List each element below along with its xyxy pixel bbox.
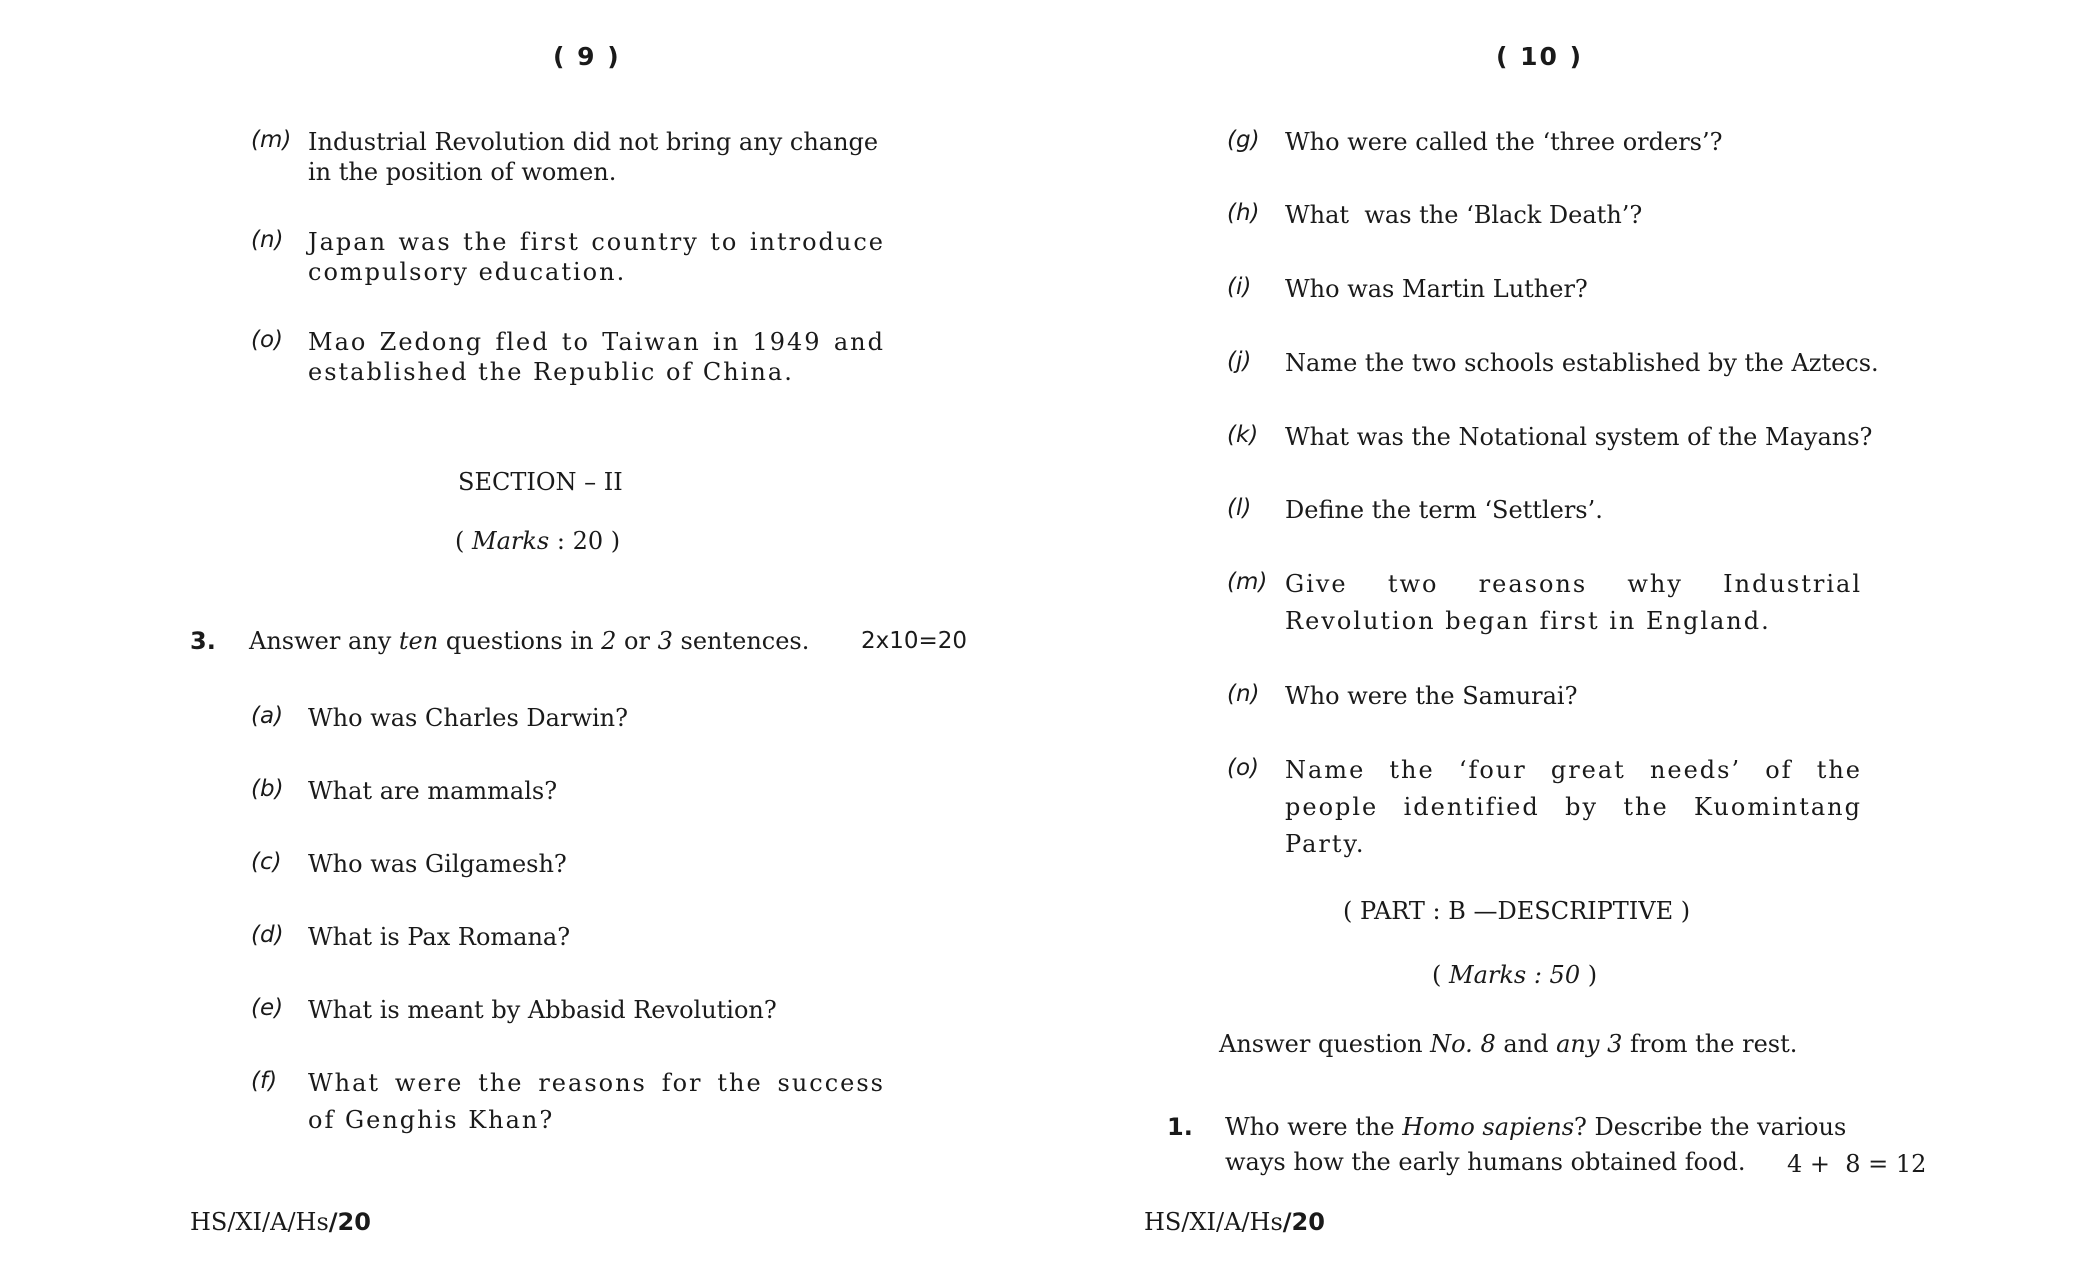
item-text-a: Who was Charles Darwin?	[308, 704, 628, 732]
item-label: (n)	[251, 227, 284, 253]
question-number: 1.	[1167, 1113, 1193, 1141]
item-label: (d)	[251, 922, 284, 948]
instruction: Answer question No. 8 and any 3 from the rest.	[1219, 1030, 1798, 1058]
item-text-m-right: Give two reasons why Industrial Revolution began first in England.	[1285, 570, 1862, 635]
item-label: (k)	[1227, 422, 1259, 448]
footer-code-right: HS/XI/A/Hs/20	[1144, 1208, 1325, 1236]
item-text-k: What was the Notational system of the Mayans?	[1285, 423, 1873, 451]
item-text-j: Name the two schools established by the Aztecs.	[1285, 349, 1879, 377]
item-label: (i)	[1227, 274, 1252, 300]
item-text-c: Who was Gilgamesh?	[308, 850, 567, 878]
item-label: (n)	[1227, 681, 1260, 707]
item-text-l: Define the term ‘Settlers’.	[1285, 496, 1603, 524]
question-number: 3.	[190, 627, 216, 655]
item-text-f: What were the reasons for the success of Genghis Khan?	[308, 1069, 885, 1134]
item-label: (o)	[1227, 755, 1260, 781]
item-label: (a)	[251, 703, 284, 729]
item-label: (c)	[251, 849, 282, 875]
question-1-line2: ways how the early humans obtained food.	[1225, 1148, 1746, 1176]
item-label: (h)	[1227, 200, 1260, 226]
page-number-left: ( 9 )	[553, 42, 621, 71]
item-text-d: What is Pax Romana?	[308, 923, 571, 951]
question-3-text: Answer any ten questions in 2 or 3 sentences.	[249, 627, 810, 655]
item-label: (b)	[251, 776, 284, 802]
item-label: (g)	[1227, 127, 1260, 153]
section-marks: ( Marks : 20 )	[455, 527, 621, 555]
question-3-marks: 2x10=20	[861, 628, 968, 654]
item-label: (m)	[1227, 569, 1268, 595]
item-text-i: Who was Martin Luther?	[1285, 275, 1588, 303]
item-text-o-right: Name the ‘four great needs’ of the people identified by the Kuomintang Party.	[1285, 756, 1862, 858]
item-label: (e)	[251, 995, 284, 1021]
item-text-g: Who were called the ‘three orders’?	[1285, 128, 1723, 156]
question-1-line1: Who were the Homo sapiens? Describe the various	[1225, 1113, 1847, 1141]
item-label: (f)	[251, 1068, 278, 1094]
part-title: ( PART : B —DESCRIPTIVE )	[1343, 897, 1691, 925]
section-title: SECTION – II	[458, 468, 623, 496]
part-marks: ( Marks : 50 )	[1432, 961, 1598, 989]
footer-code-left: HS/XI/A/Hs/20	[190, 1208, 371, 1236]
item-text-e: What is meant by Abbasid Revolution?	[308, 996, 777, 1024]
item-label: (m)	[251, 127, 292, 153]
item-text-n-left: Japan was the first country to introduce compulsory education.	[308, 228, 885, 286]
item-text-b: What are mammals?	[308, 777, 558, 805]
item-text-m-left: Industrial Revolution did not bring any change in the position of women.	[308, 128, 879, 186]
item-label: (o)	[251, 327, 284, 353]
item-text-o-left: Mao Zedong fled to Taiwan in 1949 and established the Republic of China.	[308, 328, 885, 386]
question-1-marks: 4 + 8 = 12	[1787, 1150, 1927, 1178]
page-number-right: ( 10 )	[1496, 42, 1584, 71]
item-label: (l)	[1227, 495, 1252, 521]
item-text-n-right: Who were the Samurai?	[1285, 682, 1578, 710]
item-text-h: What was the ‘Black Death’?	[1285, 201, 1643, 229]
item-label: (j)	[1227, 348, 1252, 374]
